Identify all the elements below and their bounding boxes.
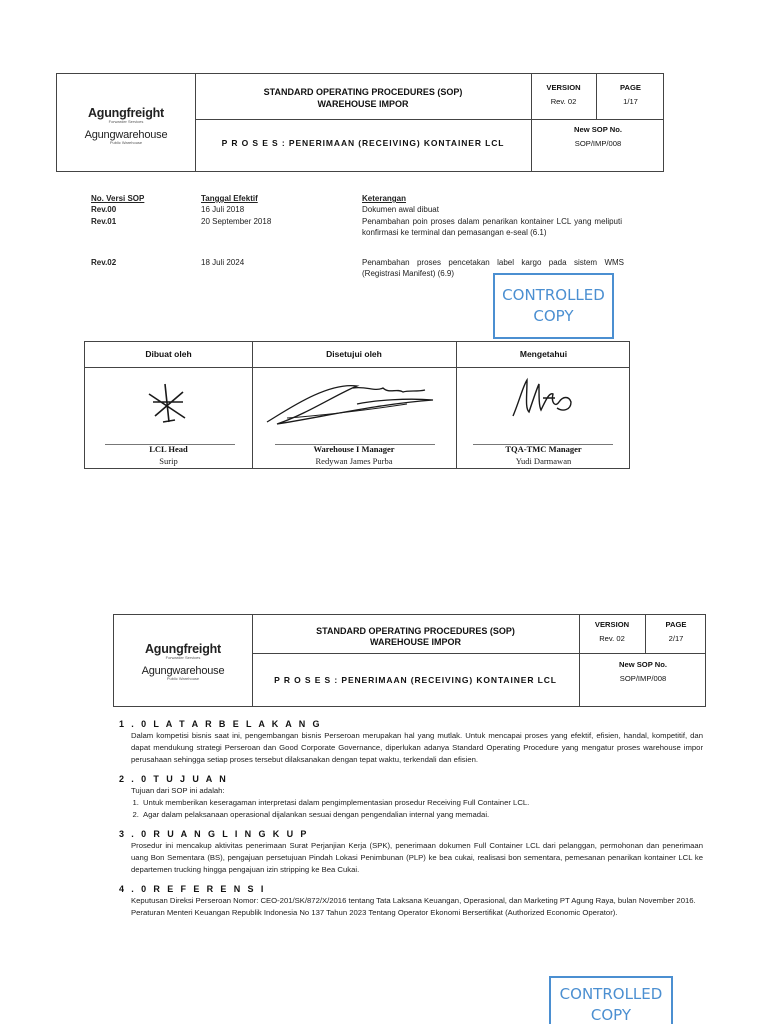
logo-subtitle-warehouse: Public Warehouse <box>166 675 200 681</box>
signature-warehouse-manager <box>257 374 453 428</box>
stamp-line-2: COPY <box>533 307 574 325</box>
section-objective <box>119 773 703 821</box>
signer-name: Redywan James Purba <box>315 456 393 466</box>
signer-name: Surip <box>159 456 178 466</box>
logo-brand-warehouse: Agungwarehouse <box>84 128 168 141</box>
stamp-line-1: CONTROLLED <box>559 985 663 1003</box>
rev-header-date: Tanggal Efektif <box>201 194 258 203</box>
version-label: VERSION <box>546 83 581 92</box>
rev-row-version: Rev.02 <box>91 258 117 267</box>
section-text: Peraturan Menteri Keuangan Republik Indonesia No 137 Tahun 2023 Tentang Operator Ekonomi Bersertifikat (Authorized Economic Operator). <box>131 908 618 917</box>
version-value: Rev. 02 <box>599 634 625 643</box>
sop-page-1 <box>56 73 664 470</box>
signature-lcl-head <box>143 382 193 428</box>
section-background <box>119 718 703 766</box>
objective-list <box>119 797 703 821</box>
section-title: 1 . 0 L A T A R B E L A K A N G <box>119 719 322 729</box>
stamp-line-1: CONTROLLED <box>502 286 605 304</box>
signer-role: LCL Head <box>149 444 188 454</box>
logo-subtitle-freight: Forwarder Services <box>108 119 144 124</box>
new-sop-value: SOP/IMP/008 <box>619 674 667 683</box>
sig-header-acknowledged: Mengetahui <box>519 349 568 359</box>
rev-row-note: Penambahan poin proses dalam penarikan kontainer LCL yang meliputi konfirmasi ke terminal dan pemasangan e-seal (6.1) <box>362 217 622 237</box>
company-logo <box>57 106 195 145</box>
rev-header-version: No. Versi SOP <box>91 194 145 203</box>
rev-header-note: Keterangan <box>362 194 407 203</box>
new-sop-label: New SOP No. <box>619 660 667 669</box>
company-logo <box>114 642 252 681</box>
sop-header <box>56 73 664 172</box>
logo-brand-freight: Agungfreight <box>87 106 165 120</box>
page-value: 1/17 <box>623 97 638 106</box>
signer-role: TQA-TMC Manager <box>505 444 582 454</box>
rev-row-note: Penambahan proses pencetakan label kargo pada sistem WMS (Registrasi Manifest) (6.9) <box>362 258 624 278</box>
logo-subtitle-freight: Forwarder Services <box>165 655 201 660</box>
process-title: P R O S E S : PENERIMAAN (RECEIVING) KONTAINER LCL <box>274 675 557 685</box>
sop-header <box>113 614 706 707</box>
version-value: Rev. 02 <box>550 97 577 106</box>
page-label: PAGE <box>665 620 687 629</box>
sig-header-created: Dibuat oleh <box>145 349 192 359</box>
list-item: 2. Agar dalam pelaksanaan operasional dijalankan sesuai dengan pengendalian internal yang memadai. <box>141 809 703 821</box>
signer-name: Yudi Darmawan <box>515 456 572 466</box>
page-label: PAGE <box>620 83 641 92</box>
rev-row-date: 16 Juli 2018 <box>201 205 245 214</box>
sop-subtitle: WAREHOUSE IMPOR <box>369 637 461 647</box>
section-title: 3 . 0 R U A N G L I N G K U P <box>119 829 309 839</box>
section-text: Dalam kompetisi bisnis saat ini, pengembangan bisnis Perseroan merupakan hal yang mutlak. Untuk mencapai proses yang efektif, efisien, handal, kompetitif, dan dapat mendukung strategi Perseroan dan Good Corporate Governance, diperlukan adanya Standard Operating Procedure yang mengatur proses warehouse impor perusahaan sehingga setiap proses tersebut dilaksanakan dengan tepat waktu, terkendali dan efisien. <box>131 731 703 764</box>
sop-body <box>119 718 703 926</box>
process-title: P R O S E S : PENERIMAAN (RECEIVING) KONTAINER LCL <box>221 138 505 148</box>
rev-row-date: 20 September 2018 <box>201 217 272 226</box>
sop-title: STANDARD OPERATING PROCEDURES (SOP) <box>316 626 515 636</box>
section-text: Prosedur ini mencakup aktivitas penerimaan Surat Perjanjian Kerja (SPK), penerimaan dokumen Full Container LCL dari pelanggan, permohonan dan penerimaan uang Bon Sementara (BS), pengajuan persetujuan Pindah Lokasi Penimbunan (PLP) ke bea cukai, realisasi bon sementara, pemesanan penarikan kontainer LCL ke departemen trucking hingga pengajuan izin stripping ke Bea Cukai. <box>131 841 703 874</box>
signature-tqa-manager <box>509 372 579 426</box>
logo-brand-freight: Agungfreight <box>144 642 222 656</box>
list-item: 1. Untuk memberikan keseragaman interpretasi dalam pengimplementasian prosedur Receiving Full Container LCL. <box>141 797 703 809</box>
sop-page-2 <box>113 614 706 1024</box>
rev-row-date: 18 Juli 2024 <box>201 258 245 267</box>
new-sop-label: New SOP No. <box>574 125 622 134</box>
signer-role: Warehouse I Manager <box>313 444 395 454</box>
new-sop-value: SOP/IMP/008 <box>574 139 622 148</box>
section-title: 4 . 0 R E F E R E N S I <box>119 884 266 894</box>
section-scope <box>119 828 703 876</box>
logo-brand-warehouse: Agungwarehouse <box>141 664 225 677</box>
section-reference <box>119 883 703 919</box>
stamp-line-2: COPY <box>590 1006 632 1024</box>
logo-subtitle-warehouse: Public Warehouse <box>109 139 143 145</box>
controlled-copy-stamp <box>493 273 614 339</box>
sop-subtitle: WAREHOUSE IMPOR <box>317 99 409 109</box>
section-text: Keputusan Direksi Perseroan Nomor: CEO-201/SK/872/X/2016 tentang Tata Laksana Keuangan, Operasional, dan Marketing PT Agung Raya, bulan November 2016. <box>131 896 696 905</box>
version-label: VERSION <box>594 620 630 629</box>
page-value: 2/17 <box>668 634 684 643</box>
sig-header-approved: Disetujui oleh <box>326 349 382 359</box>
controlled-copy-stamp <box>549 976 673 1024</box>
signature-table <box>84 341 630 469</box>
rev-row-note: Dokumen awal dibuat <box>362 205 439 214</box>
rev-row-version: Rev.00 <box>91 205 117 214</box>
section-title: 2 . 0 T U J U A N <box>119 774 229 784</box>
rev-row-version: Rev.01 <box>91 217 117 226</box>
sop-title: STANDARD OPERATING PROCEDURES (SOP) <box>263 87 463 97</box>
section-text: Tujuan dari SOP ini adalah: <box>131 786 225 795</box>
